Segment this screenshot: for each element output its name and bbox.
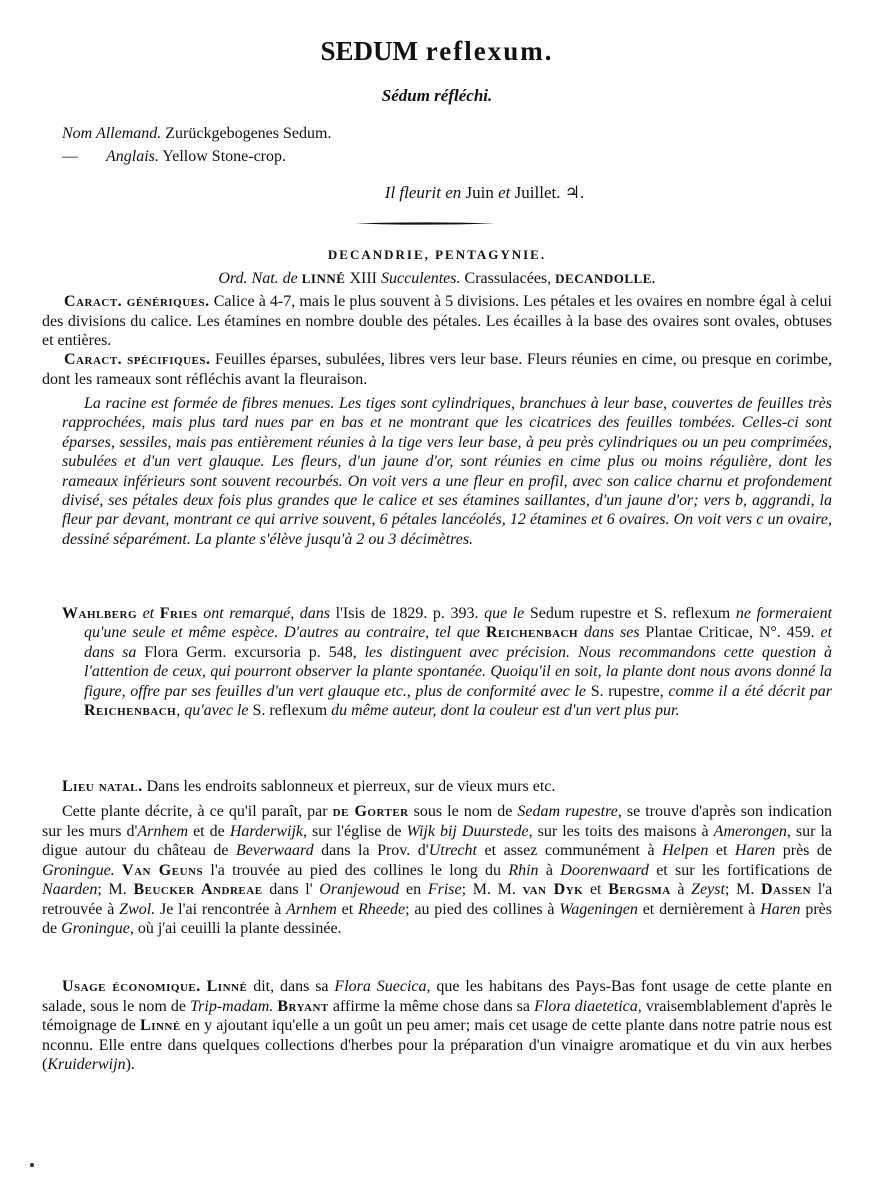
- loc-52: et dernièrement à: [642, 900, 756, 918]
- usage-11: en y ajoutant iqu'elle a un goût un peu amer; mais cet usage de cette plante dans notre patrie nous est nconnu. Elle entre dans quelques collections d'herbes pour la préparation d'un vinaigre aromatique et du vin aux herbes (: [42, 1017, 833, 1073]
- remark-author-4: Reichenbach: [84, 702, 177, 720]
- loc-53: Haren: [760, 900, 801, 918]
- usage-2: dit, dans sa: [253, 978, 329, 995]
- classification-line: DECANDRIE, PENTAGYNIE.: [327, 247, 547, 262]
- specific-characters-label: Caract. spécifiques.: [64, 351, 211, 368]
- loc-38: et: [589, 881, 602, 898]
- loc-50: ; au pied des collines à: [405, 900, 555, 918]
- flowering-juin: Juin: [465, 183, 494, 202]
- loc-27: Doorenwaard: [560, 861, 649, 879]
- title-species: reflexum.: [425, 36, 554, 66]
- loc-21: près de: [782, 842, 833, 859]
- description-paragraph: [62, 394, 832, 549]
- english-dash: —: [62, 148, 78, 165]
- loc-13: , sur la digue autour du château de: [42, 822, 833, 859]
- loc-7: et de: [193, 822, 225, 840]
- remark-text-n: les distinguent avec précision. Nous recommandons cette question à l'attention de ceux, qui pourront observer la plante spontanée. Quoiqu'il en soit, la plante dont nous avons donné la figure, offre par ses feuilles d'un vert glauque etc., plus de conformité avec le: [84, 643, 833, 700]
- loc-44: l'a retrouvée à: [42, 881, 833, 918]
- loc-32: dans l': [269, 881, 313, 898]
- remark-text-o: S. rupestre,: [590, 682, 664, 700]
- remark-author-1: Wahlberg: [62, 605, 138, 622]
- german-name: Zurückgebogenes Sedum.: [165, 125, 332, 142]
- decandolle-name: DECANDOLLE.: [555, 271, 656, 286]
- loc-33: Oranjewoud: [319, 881, 400, 898]
- native-habitat-text: Dans les endroits sablonneux et pierreux, sur de vieux murs etc.: [146, 778, 556, 795]
- loc-23: Van Geuns: [122, 861, 204, 879]
- loc-42: ; M.: [724, 881, 755, 898]
- title-genus: SEDUM: [320, 36, 419, 66]
- loc-30: ; M.: [97, 881, 127, 898]
- loc-31: Beucker Andreae: [133, 881, 263, 898]
- usage-5: Trip-madam.: [190, 997, 274, 1015]
- loc-2: de Gorter: [332, 803, 409, 820]
- loc-5: se trouve d'après son indication sur les murs d': [42, 803, 833, 840]
- margin-speck: [30, 1163, 34, 1167]
- localities-paragraph: [42, 802, 832, 939]
- usage-13: ).: [125, 1056, 135, 1073]
- loc-37: van Dyk: [522, 881, 584, 898]
- usage-8: Flora diaetetica: [534, 997, 638, 1015]
- loc-51: Wageningen: [559, 900, 638, 918]
- loc-26: à: [545, 861, 553, 879]
- flowering-juillet: Juillet.: [514, 183, 561, 202]
- loc-55: Groningue: [61, 920, 130, 937]
- loc-8: Harderwijk: [229, 822, 303, 840]
- english-name-line: [62, 145, 331, 168]
- remark-text-m: Flora Germ. excursoria p. 548,: [144, 643, 357, 661]
- crassulacees: Crassulacées,: [464, 270, 552, 287]
- german-label: Nom Allemand.: [62, 125, 162, 142]
- generic-characters-text: Calice à 4-7, mais le plus souvent à 5 divisions. Les pétales et les ovaires en nombre égal à celui des divisions du calice. Les étamines en nombre double des pétales. Les écailles à la base des ovaires sont ovales, obtuses et entières.: [42, 293, 832, 349]
- usage-1: Linné: [206, 978, 248, 995]
- ord-number: XIII: [349, 270, 377, 287]
- common-names: [62, 122, 331, 168]
- remark-text-l: et dans sa: [84, 624, 833, 661]
- loc-16: Utrecht: [428, 842, 477, 859]
- loc-39: Bergsma: [608, 881, 671, 898]
- loc-4: Sedam rupestre,: [517, 803, 622, 820]
- remark-et: et: [142, 605, 155, 622]
- loc-3: sous le nom de: [413, 803, 513, 820]
- remark-text-s: S. reflexum: [252, 702, 328, 720]
- loc-17: et assez communément à: [484, 842, 655, 859]
- loc-25: Rhin: [508, 861, 539, 879]
- loc-10: Wijk bij Duurstede: [406, 822, 529, 840]
- natural-order-line: [0, 270, 874, 288]
- native-habitat: [62, 777, 832, 797]
- economic-usage-paragraph: [42, 977, 832, 1075]
- succulentes: Succulentes.: [380, 270, 461, 287]
- loc-35: Frise: [427, 881, 462, 898]
- loc-45: Zwol.: [119, 900, 156, 918]
- english-name: Yellow Stone-crop.: [162, 148, 286, 165]
- remark-author-3: Reichenbach: [485, 624, 579, 642]
- loc-22: Groningue.: [42, 861, 115, 879]
- german-name-line: [62, 122, 331, 145]
- flowering-en: en: [445, 183, 462, 202]
- loc-34: en: [406, 881, 422, 898]
- native-habitat-label: Lieu natal.: [62, 778, 143, 795]
- loc-20: Haren: [734, 842, 776, 859]
- remark-text-j: dans ses: [583, 624, 640, 642]
- loc-1: Cette plante décrite, à ce qu'il paraît, par: [62, 803, 328, 820]
- remark-text-h: ne formeraient qu'une seule et même espèce. D'autres au contraire, tel que: [84, 605, 833, 642]
- loc-15: dans la Prov. d': [321, 842, 429, 859]
- page-title: [0, 36, 874, 67]
- french-name: Sédum réfléchi.: [381, 86, 493, 105]
- loc-48: et: [341, 900, 354, 918]
- loc-49: Rheede: [358, 900, 406, 918]
- remark-text-d: ont remarqué, dans: [203, 605, 331, 622]
- ornamental-rule: [355, 222, 495, 225]
- usage-12: Kruiderwijn: [47, 1056, 126, 1073]
- specific-characters-text: Feuilles éparses, subulées, libres vers leur base. Fleurs réunies en cime, ou presque en corimbe, dont les rameaux sont réfléchis avant la fleuraison.: [42, 351, 832, 388]
- jupiter-symbol-icon: ♃.: [564, 183, 585, 202]
- usage-label: Usage économique.: [62, 978, 201, 995]
- remark-text-k: Plantae Criticae, N°. 459.: [645, 624, 815, 642]
- loc-47: Arnhem: [286, 900, 337, 918]
- remark-text-e: l'Isis de 1829. p. 393.: [335, 605, 479, 622]
- remark-text-t: du même auteur, dont la couleur est d'un vert plus pur.: [331, 702, 680, 720]
- loc-40: à: [677, 881, 685, 898]
- english-label: Anglais.: [106, 148, 159, 165]
- flowering-et: et: [498, 183, 511, 202]
- loc-18: Helpen: [662, 842, 709, 859]
- loc-54: près de: [42, 900, 832, 937]
- remark-text-g: Sedum rupestre et S. reflexum: [529, 605, 731, 622]
- flowering-line: [0, 183, 874, 203]
- loc-29: Naarden: [42, 881, 98, 898]
- remark-text-f: que le: [484, 605, 525, 622]
- loc-24: l'a trouvée au pied des collines le long du: [210, 861, 502, 879]
- loc-36: ; M. M.: [461, 881, 516, 898]
- usage-7: affirme la même chose dans sa: [332, 997, 530, 1015]
- loc-11: , sur les toits des maisons à: [528, 822, 709, 840]
- usage-10: Linné: [140, 1017, 181, 1034]
- generic-characters-label: Caract. génériques.: [64, 293, 210, 310]
- remark-paragraph: [62, 604, 832, 720]
- description-text: La racine est formée de fibres menues. Les tiges sont cylindriques, branchues à leur base, couvertes de feuilles très rapprochées, mais plus tard nues par en bas et ne montrant que les cicatrices des feuilles tombées. Celles-ci sont éparses, sessiles, mais pas entièrement réunies à la tige vers leur base, à peu près cylindriques ou un peu comprimées, subulées et d'un vert glauque. Les fleurs, d'un jaune d'or, sont réunies en cime plus ou moins régulière, dont les rameaux inférieurs sont souvent recourbés. On voit vers a une fleur en profil, avec son calice charnu et profondement divisé, ses pétales deux fois plus grandes que le calice et ses étamines saillantes, d'un jaune d'or; vers b, aggrandi, la fleur par devant, montrant ce qui arrive souvent, 6 pétales lancéolés, 12 étamines et 6 ovaires. On voit vers c un ovaire, dessiné séparément. La plante s'élève jusqu'à 2 ou 3 décimètres.: [62, 395, 832, 548]
- specific-characters: [42, 350, 832, 389]
- loc-19: et: [715, 842, 728, 859]
- generic-characters: [42, 292, 832, 351]
- loc-9: , sur l'église de: [303, 822, 402, 840]
- remark-author-2: Fries: [159, 605, 198, 622]
- usage-3: Flora Suecica: [334, 978, 427, 995]
- loc-28: et sur les fortifications de: [656, 861, 833, 879]
- loc-14: Beverwaard: [236, 842, 314, 859]
- loc-46: Je l'ai rencontrée à: [160, 900, 282, 918]
- loc-6: Arnhem: [137, 822, 189, 840]
- usage-9: , vraisemblablement d'après le témoignage de: [42, 997, 833, 1034]
- loc-12: Amerongen: [713, 822, 787, 840]
- loc-41: Zeyst: [691, 881, 725, 898]
- linne-name: LINNÉ: [301, 271, 346, 286]
- remark-text-r: , qu'avec le: [176, 702, 249, 720]
- usage-4: , que les habitans des Pays-Bas font usage de cette plante en salade, sous le nom de: [42, 978, 833, 1015]
- ord-label: Ord. Nat. de: [218, 270, 298, 287]
- usage-6: Bryant: [277, 997, 329, 1015]
- loc-43: Dassen: [761, 881, 812, 898]
- flowering-il: Il fleurit: [384, 183, 441, 202]
- loc-56: , où j'ai ceuilli la plante dessinée.: [129, 920, 342, 937]
- remark-text-p: comme il a été décrit par: [668, 682, 833, 700]
